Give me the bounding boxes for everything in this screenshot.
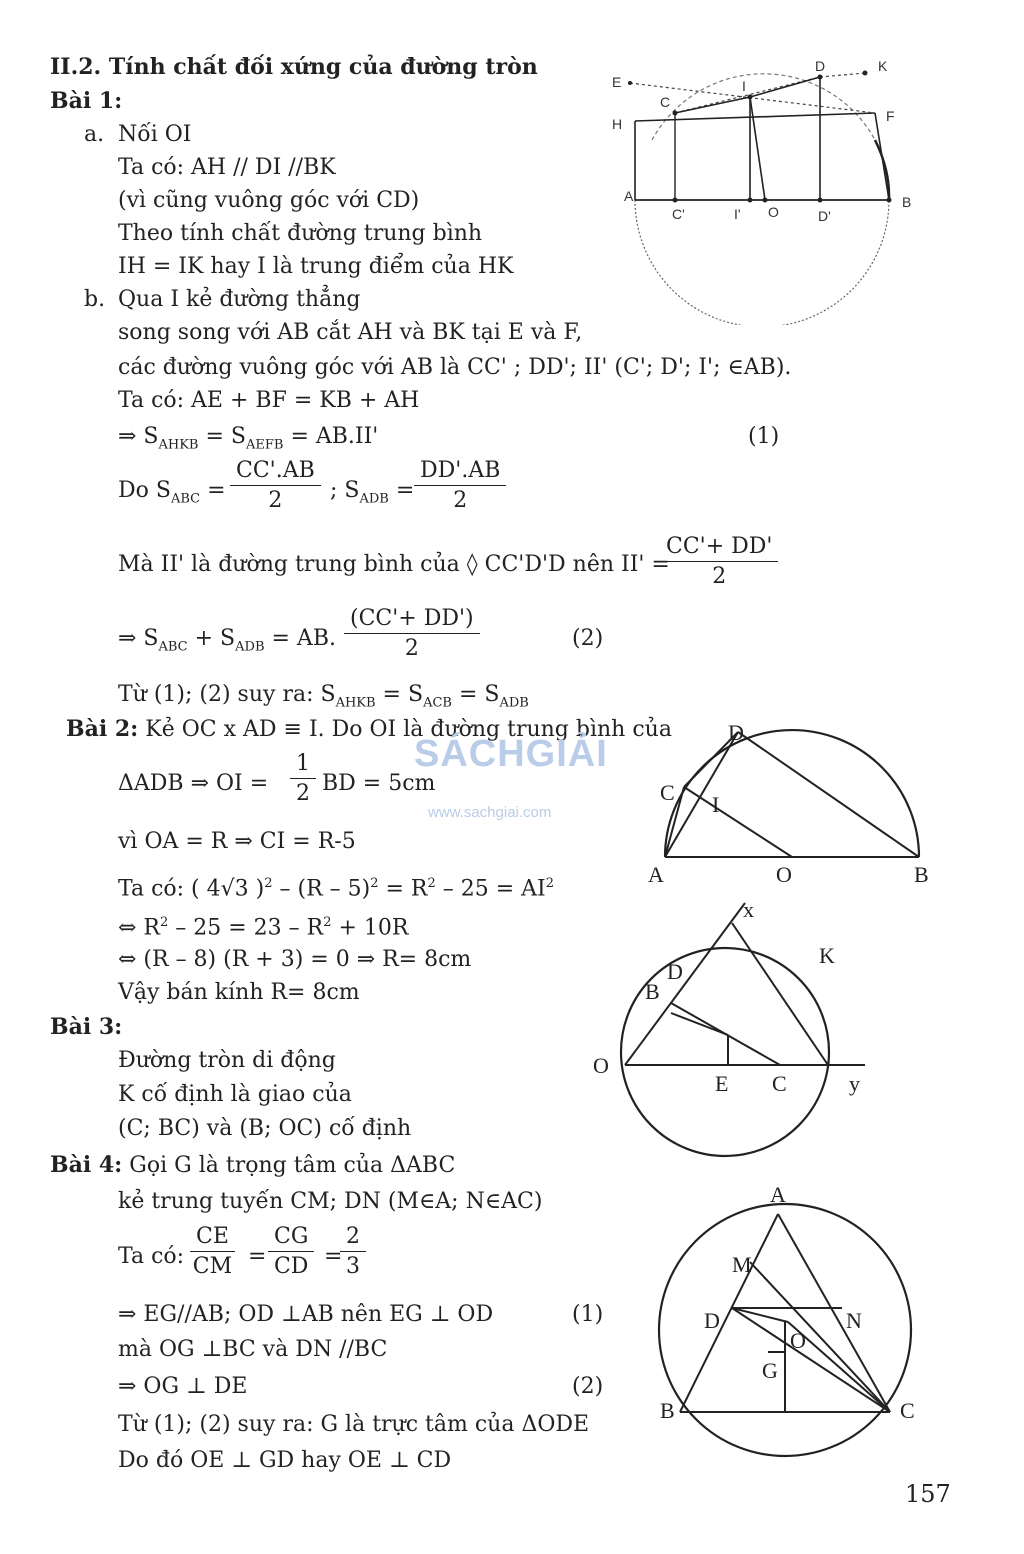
bai1-eq2-number: (2) (572, 626, 604, 651)
bai4-line7: Từ (1); (2) suy ra: G là trực tâm của ΔODE (118, 1412, 590, 1437)
label-D: D (728, 720, 744, 745)
label-B: B (914, 862, 929, 887)
bai1-a-line: Theo tính chất đường trung bình (118, 221, 483, 246)
bai4-line4-number: (1) (572, 1302, 604, 1327)
bai1-b-line: các đường vuông góc với AB là CC' ; DD'; II' (C'; D'; I'; ∈AB). (118, 355, 792, 380)
label-H: H (612, 116, 623, 132)
bai2-line1: Bài 2: Kẻ OC x AD ≡ I. Do OI là đường trung bình của (66, 716, 672, 742)
label-O: O (593, 1053, 609, 1078)
bai2-line6: ⇔ (R – 8) (R + 3) = 0 ⇒ R= 8cm (118, 947, 472, 972)
label-C: C (660, 780, 675, 805)
label-I: I (742, 78, 746, 94)
bai1-b-label: b. (84, 287, 106, 312)
watermark-url: www.sachgiai.com (428, 804, 552, 821)
label-B: B (645, 979, 660, 1004)
bai1-eq1-number: (1) (748, 424, 780, 449)
bai4-line1: Bài 4: Gọi G là trọng tâm của ΔABC (50, 1152, 456, 1178)
fraction-half: $\frac{1}{2}$ (290, 751, 316, 806)
bai1-eq1: ⇒ $S_{AHKB} = S_{AEFB} = AB.II'$ (118, 424, 379, 453)
fraction-ce-cm: $\frac{CE}{CM}$ (190, 1224, 235, 1279)
bai4-figure (650, 1180, 940, 1480)
label-N: N (846, 1308, 862, 1333)
fraction-sum: $\frac{(CC'+ DD')}{2}$ (344, 606, 480, 661)
bai4-line4: ⇒ EG//AB; OD ⊥AB nên EG ⊥ OD (118, 1302, 494, 1327)
bai1-b-line: song song với AB cắt AH và BK tại E và F, (118, 320, 583, 345)
label-E: E (715, 1071, 729, 1096)
bai3-figure (585, 895, 885, 1165)
bai2-line3: vì OA = R ⇒ CI = R-5 (118, 829, 356, 854)
label-D: D (815, 58, 826, 74)
fraction-two-thirds: $\frac{2}{3}$ (340, 1224, 366, 1279)
watermark-brand: SÁCHGIẢI (414, 733, 608, 775)
label-D: D (704, 1308, 720, 1333)
section-title: II.2. Tính chất đối xứng của đường tròn (50, 54, 538, 80)
bai2-line2-post: BD = 5cm (322, 771, 436, 796)
label-O: O (768, 204, 779, 220)
label-A: A (624, 188, 634, 204)
bai4-line6-number: (2) (572, 1374, 604, 1399)
label-K: K (878, 58, 888, 74)
bai1-a-line: Nối OI (118, 122, 192, 147)
bai3-line: (C; BC) và (B; OC) cố định (118, 1116, 412, 1141)
bai4-line3: Ta có: (118, 1244, 185, 1269)
label-B: B (660, 1398, 675, 1423)
bai1-do-text: Do $S_{ABC}$ = (118, 478, 226, 507)
fraction-dd-ab: $\frac{DD'.AB}{2}$ (414, 458, 506, 513)
label-x: x (743, 897, 754, 922)
label-G: G (762, 1358, 778, 1383)
label-O: O (776, 862, 792, 887)
bai2-figure (640, 720, 940, 895)
label-E: E (612, 74, 622, 90)
label-I-prime: I' (734, 206, 741, 222)
bai4-equals: = (248, 1244, 267, 1269)
label-M: M (732, 1252, 752, 1277)
bai1-eq2: ⇒ $S_{ABC} + S_{ADB}$ = AB. (118, 626, 336, 655)
bai3-line: Đường tròn di động (118, 1048, 336, 1073)
bai2-line2: ΔADB ⇒ OI = (118, 771, 269, 796)
label-A: A (770, 1182, 786, 1207)
bai1-conclusion: Từ (1); (2) suy ra: $S_{AHKB} = S_{ACB} = S_{ADB}$ (118, 682, 529, 711)
label-D-prime: D' (818, 208, 831, 224)
label-D: D (667, 959, 683, 984)
bai4-line6: ⇒ OG ⊥ DE (118, 1374, 248, 1399)
bai1-a-label: a. (84, 122, 105, 147)
label-y: y (849, 1071, 860, 1096)
bai4-line8: Do đó OE ⊥ GD hay OE ⊥ CD (118, 1448, 452, 1473)
bai2-line4: Ta có: ( 4√3 )$^2 - (R - 5)^2 = R^2 - 25 = AI^2$ (118, 876, 555, 902)
bai1-figure (600, 55, 930, 325)
bai1-b-line: Ta có: AE + BF = KB + AH (118, 388, 420, 413)
bai4-line5: mà OG ⊥BC và DN //BC (118, 1337, 388, 1362)
label-C: C (772, 1071, 787, 1096)
label-B: B (902, 194, 912, 210)
bai3-line: K cố định là giao của (118, 1082, 352, 1107)
bai1-heading: Bài 1: (50, 88, 123, 114)
bai4-line2: kẻ trung tuyến CM; DN (M∈A; N∈AC) (118, 1189, 543, 1214)
label-C: C (900, 1398, 915, 1423)
fraction-cg-cd: $\frac{CG}{CD}$ (268, 1224, 314, 1279)
bai1-b-line: Qua I kẻ đường thẳng (118, 287, 361, 312)
label-O: O (790, 1328, 806, 1353)
bai1-semi-text: ; $S_{ADB}$ = (330, 478, 415, 507)
bai1-a-line: IH = IK hay I là trung điểm của HK (118, 254, 514, 279)
label-F: F (886, 108, 895, 124)
label-K: K (819, 943, 835, 968)
bai2-line5: ⇔ $R^2 - 25 = 23 - R^2 + 10R$ (118, 915, 409, 941)
bai3-heading: Bài 3: (50, 1014, 123, 1040)
fraction-cc-ab: $\frac{CC'.AB}{2}$ (230, 458, 321, 513)
bai2-line7: Vậy bán kính R= 8cm (118, 980, 360, 1005)
bai4-equals: = (324, 1244, 343, 1269)
label-A: A (648, 862, 664, 887)
label-I: I (712, 792, 720, 817)
label-C: C (660, 94, 671, 110)
fraction-ii: $\frac{CC'+ DD'}{2}$ (660, 534, 778, 589)
bai1-a-line: Ta có: AH // DI //BK (118, 155, 336, 180)
bai2-heading: Bài 2: (66, 716, 139, 742)
bai1-ma-text: Mà II' là đường trung bình của ◊ CC'D'D nên II' = (118, 552, 670, 577)
label-C-prime: C' (672, 206, 685, 222)
bai1-a-line: (vì cũng vuông góc với CD) (118, 188, 420, 213)
bai4-heading: Bài 4: (50, 1152, 123, 1178)
page-number: 157 (905, 1480, 951, 1508)
